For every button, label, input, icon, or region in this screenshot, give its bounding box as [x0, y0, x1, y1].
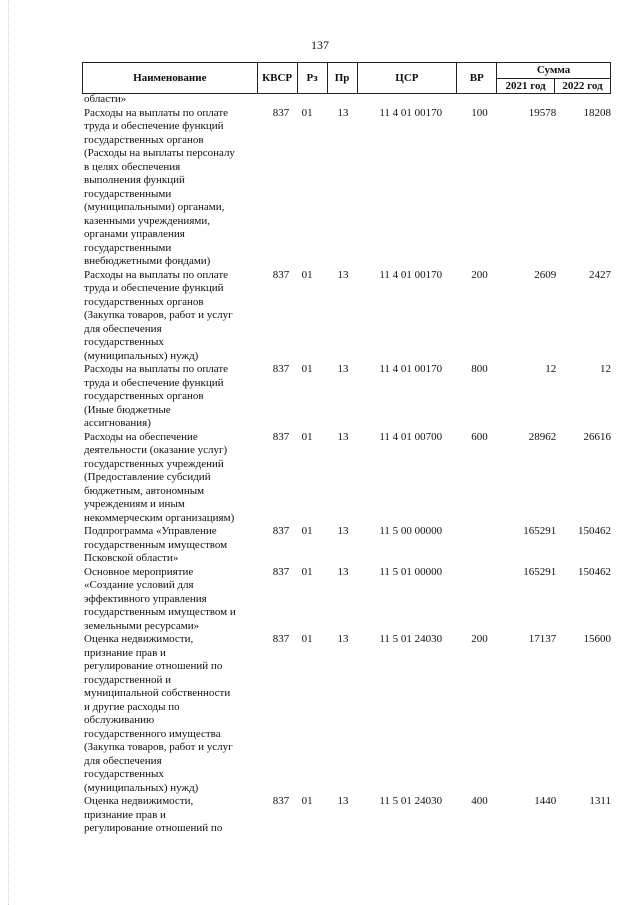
row-name-line: регулирование отношений по — [84, 822, 223, 834]
row-vr: 800 — [471, 363, 488, 375]
row-rz: 01 — [301, 363, 313, 375]
row-kvsr: 837 — [272, 795, 290, 807]
row-sum-2022: 150462 — [578, 565, 612, 578]
header-csr: ЦСР — [357, 63, 457, 94]
row-name-line: признание прав и — [84, 646, 166, 659]
row-name-line: Основное мероприятие — [84, 565, 194, 578]
row-pr: 13 — [337, 363, 349, 375]
row-name-line: органами управления — [84, 228, 185, 240]
row-name-line: Псковской области» — [84, 552, 179, 564]
row-name-line: (муниципальных) нужд) — [84, 781, 199, 794]
row-sum-2022: 15600 — [583, 633, 612, 645]
table-body — [84, 93, 611, 836]
table-row — [84, 795, 611, 836]
row-sum-2021: 1440 — [534, 795, 557, 807]
row-name-line: муниципальной собственности — [84, 687, 231, 699]
row-name — [84, 795, 257, 836]
row-rz: 01 — [301, 525, 313, 537]
row-kvsr: 837 — [272, 268, 290, 281]
row-name-line: бюджетным, автономным — [84, 484, 205, 497]
row-csr: 11 5 01 24030 — [379, 795, 443, 807]
row-name-line: казенными учреждениями, — [84, 214, 210, 227]
page-number: 137 — [311, 38, 329, 52]
row-vr: 200 — [471, 633, 488, 645]
row-name — [84, 431, 257, 526]
row-name-line: учреждениям и иным — [84, 498, 185, 510]
row-name-line: Расходы на выплаты по оплате — [84, 268, 229, 281]
row-vr: 100 — [471, 106, 488, 119]
row-vr: 600 — [471, 430, 488, 443]
row-csr: 11 5 00 00000 — [379, 525, 443, 537]
header-pr: Пр — [327, 63, 357, 94]
row-sum-2021: 19578 — [528, 106, 557, 119]
row-name-line: государственным имуществом и — [84, 606, 236, 618]
row-kvsr: 837 — [272, 633, 290, 645]
row-name-line: и другие расходы по — [84, 700, 180, 713]
row-name-line: государственных органов — [84, 133, 204, 146]
row-sum-2021: 165291 — [523, 525, 557, 537]
row-sum-2022: 12 — [600, 363, 612, 375]
row-name — [84, 363, 257, 431]
row-pr: 13 — [337, 565, 349, 578]
row-rz: 01 — [301, 430, 313, 443]
table-row — [84, 431, 611, 526]
row-sum-2021: 12 — [545, 363, 557, 375]
row-name-line: государственной и — [84, 673, 172, 686]
header-year-2021: 2021 год — [497, 78, 555, 94]
header-sum: Сумма — [497, 63, 611, 79]
row-pr: 13 — [337, 795, 349, 807]
row-name-line: (Закупка товаров, работ и услуг — [84, 309, 233, 321]
row-rz: 01 — [301, 106, 313, 119]
row-name-line: государственными — [84, 187, 172, 200]
row-name-line: (Закупка товаров, работ и услуг — [84, 741, 233, 753]
table-row — [84, 633, 611, 795]
row-rz: 01 — [301, 268, 313, 281]
row-sum-2021: 165291 — [523, 565, 557, 578]
row-name-line: государственными — [84, 241, 172, 254]
row-name-line: государственных органов — [84, 295, 204, 308]
table-row — [84, 269, 611, 364]
row-name-line: Оценка недвижимости, — [84, 795, 194, 807]
scan-edge-line — [8, 0, 9, 905]
row-vr: 400 — [471, 795, 488, 807]
row-pr: 13 — [337, 633, 349, 645]
row-name-line: труда и обеспечение функций — [84, 376, 224, 389]
continuation-text: области» — [84, 93, 127, 105]
row-csr: 11 5 01 00000 — [379, 565, 443, 578]
row-csr: 11 4 01 00170 — [379, 363, 443, 375]
row-name-line: выполнения функций — [84, 174, 185, 186]
row-name — [84, 269, 257, 364]
row-name-line: (муниципальных) нужд) — [84, 349, 199, 362]
row-kvsr: 837 — [272, 565, 290, 578]
row-sum-2021: 2609 — [534, 268, 557, 281]
row-rz: 01 — [301, 565, 313, 578]
row-name-line: внебюджетными фондами) — [84, 255, 211, 267]
row-name-line: государственных учреждений — [84, 457, 224, 470]
row-pr: 13 — [337, 430, 349, 443]
row-name-line: (муниципальными) органами, — [84, 201, 225, 213]
table-row — [84, 525, 611, 566]
row-kvsr: 837 — [272, 363, 290, 375]
header-rz: Рз — [297, 63, 327, 94]
row-name-line: Расходы на выплаты по оплате — [84, 363, 229, 375]
table-row — [84, 363, 611, 431]
row-sum-2022: 26616 — [583, 430, 612, 443]
row-sum-2022: 18208 — [583, 106, 612, 119]
row-csr: 11 4 01 00170 — [379, 106, 443, 119]
row-name-line: Расходы на выплаты по оплате — [84, 106, 229, 119]
row-name-line: (Расходы на выплаты персоналу — [84, 147, 235, 159]
row-kvsr: 837 — [272, 430, 290, 443]
row-name-line: эффективного управления — [84, 592, 207, 605]
row-name-line: для обеспечения — [84, 754, 162, 767]
row-sum-2021: 17137 — [528, 633, 557, 645]
table-rows — [84, 107, 611, 836]
table-row — [84, 107, 611, 269]
row-name-line: государственного имущества — [84, 727, 221, 740]
row-name — [84, 633, 257, 795]
row-name-line: деятельности (оказание услуг) — [84, 444, 228, 456]
row-pr: 13 — [337, 106, 349, 119]
row-sum-2022: 150462 — [578, 525, 612, 537]
row-name-line: (Иные бюджетные — [84, 403, 171, 416]
row-name-line: труда и обеспечение функций — [84, 120, 224, 132]
row-name-line: труда и обеспечение функций — [84, 282, 224, 294]
row-csr: 11 5 01 24030 — [379, 633, 443, 645]
row-vr: 200 — [471, 268, 488, 281]
row-kvsr: 837 — [272, 106, 290, 119]
row-name-line: государственных — [84, 768, 164, 780]
row-rz: 01 — [301, 633, 313, 645]
row-name — [84, 107, 257, 269]
row-name — [84, 566, 257, 634]
row-name-line: для обеспечения — [84, 322, 162, 335]
row-name-line: регулирование отношений по — [84, 660, 223, 672]
row-name-line: Оценка недвижимости, — [84, 633, 194, 645]
row-name-line: признание прав и — [84, 808, 166, 821]
row-sum-2021: 28962 — [528, 430, 557, 443]
row-rz: 01 — [301, 795, 313, 807]
row-csr: 11 4 01 00170 — [379, 268, 443, 281]
header-name: Наименование — [83, 63, 258, 94]
header-vr: ВР — [457, 63, 497, 94]
row-name-line: некоммерческим организациям) — [84, 511, 235, 524]
row-name-line: государственным имуществом — [84, 538, 228, 551]
row-name-line: (Предоставление субсидий — [84, 471, 211, 483]
row-name-line: Подпрограмма «Управление — [84, 525, 217, 537]
row-name — [84, 525, 257, 566]
row-name-line: Расходы на обеспечение — [84, 430, 198, 443]
row-pr: 13 — [337, 268, 349, 281]
table-row — [84, 566, 611, 634]
row-name-line: «Создание условий для — [84, 579, 194, 591]
row-sum-2022: 1311 — [589, 795, 612, 807]
row-name-line: обслуживанию — [84, 714, 155, 726]
row-name-line: ассигнования) — [84, 417, 151, 429]
row-name-line: земельными ресурсами» — [84, 619, 200, 632]
header-kvsr: КВСР — [257, 63, 297, 94]
row-name-line: в целях обеспечения — [84, 160, 181, 173]
continuation-row — [84, 93, 611, 107]
row-name-line: государственных органов — [84, 390, 204, 402]
row-sum-2022: 2427 — [589, 268, 612, 281]
row-kvsr: 837 — [272, 525, 290, 537]
row-csr: 11 4 01 00700 — [379, 430, 443, 443]
table-header — [82, 62, 611, 94]
row-pr: 13 — [337, 525, 349, 537]
row-name-line: государственных — [84, 336, 164, 348]
header-year-2022: 2022 год — [555, 78, 611, 94]
